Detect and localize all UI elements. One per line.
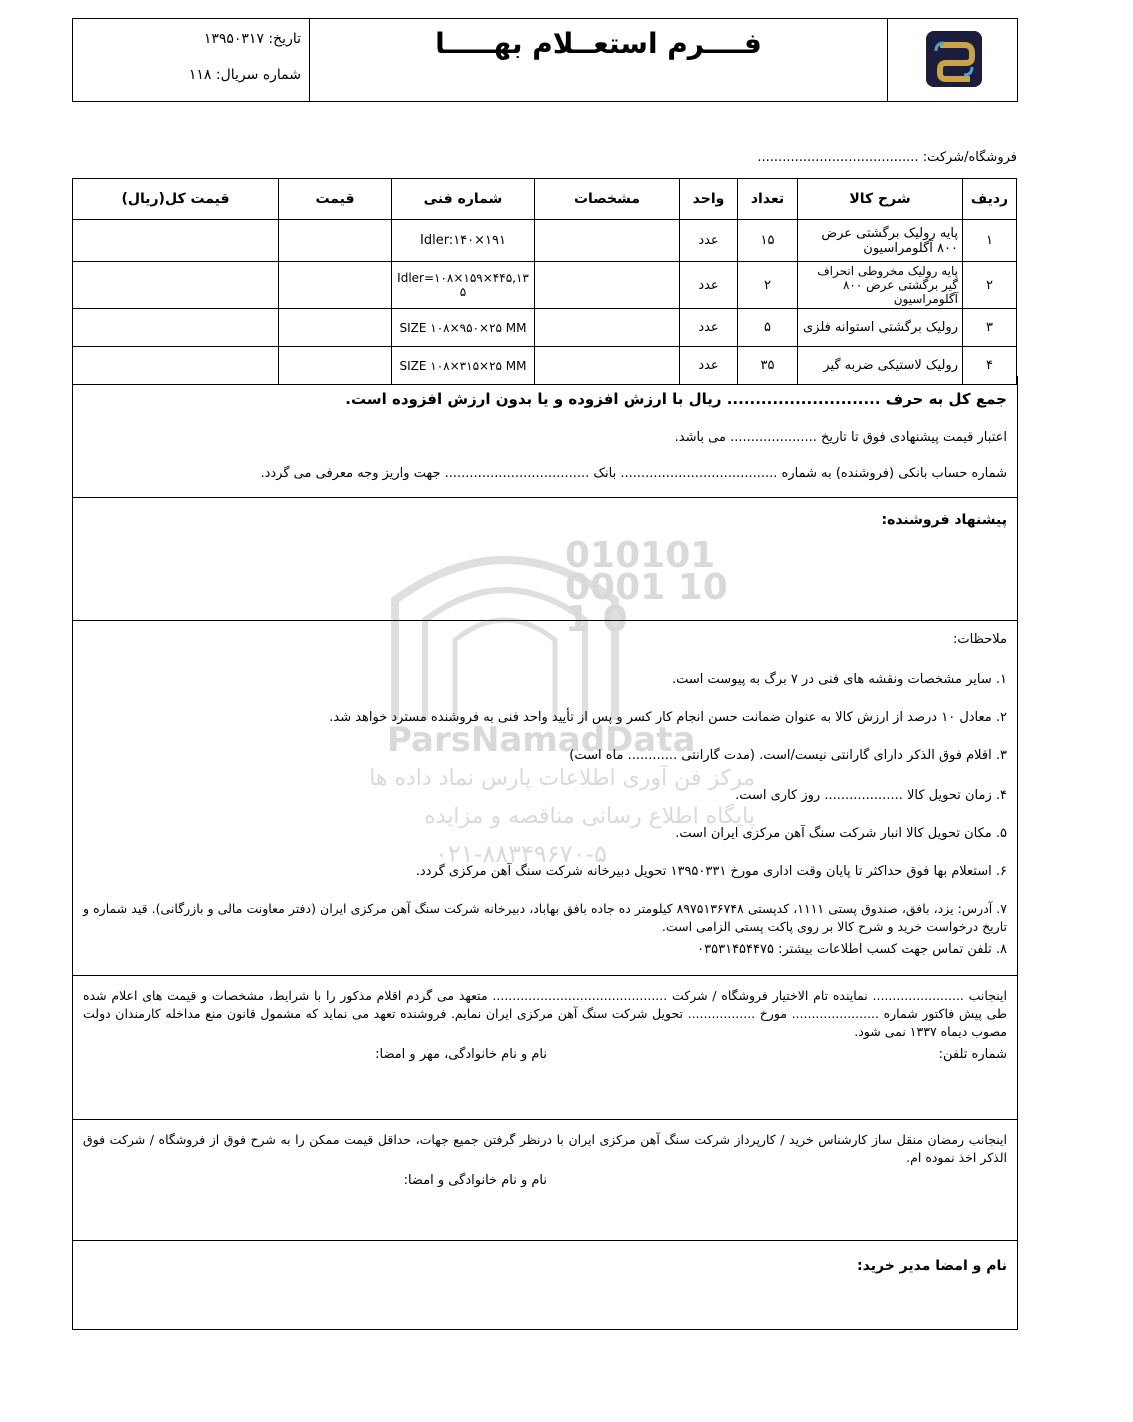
item-tech-no: Idler=۱۰۸×۱۵۹×۴۴۵,۱۳۵ (392, 262, 535, 309)
watermark-line2: پایگاه اطلاع رسانی مناقصه و مزایده (424, 804, 755, 829)
col-header: ردیف (963, 179, 1017, 220)
item-qty: ۲ (738, 262, 798, 309)
item-qty: ۱۵ (738, 220, 798, 262)
serial-label: شماره سریال: ۱۱۸ (188, 67, 301, 83)
item-desc: پایه رولیک مخروطی انحراف گیر برگشتی عرض ۸۰۰ آگلومراسیون (798, 262, 963, 309)
notes-section (72, 620, 1018, 976)
col-header: شرح کالا (798, 179, 963, 220)
seller-signature-label: نام و نام خانوادگی، مهر و امضا: (375, 1047, 547, 1062)
meta-cell (73, 19, 309, 101)
note-item: ۵. مکان تحویل کالا انبار شرکت سنگ آهن مرکزی ایران است. (675, 826, 1007, 841)
watermark-phone: ۰۲۱-۸۸۳۴۹۶۷۰-۵ (435, 840, 608, 868)
watermark-digits: 010101 0001 10 1 0 (565, 535, 728, 640)
row-index: ۲ (963, 262, 1017, 309)
col-header: مشخصات (535, 179, 680, 220)
note-item: ۷. آدرس: یزد، بافق، صندوق پستی ۱۱۱۱، کدپستی ۸۹۷۵۱۳۶۷۴۸ کیلومتر ده جاده بافق بهاباد، دبیرخانه شرکت سنگ آهن مرکزی ایران (دفتر معاونت مالی و بازرگانی). قید شماره و تاریخ درخواست خرید و شرح کالا بر روی پاکت پستی الزامی است. (83, 901, 1007, 934)
date-label: تاریخ: ۱۳۹۵۰۳۱۷ (203, 31, 301, 47)
row-index: ۳ (963, 309, 1017, 347)
item-tech-no: SIZE ۱۰۸×۹۵۰×۲۵ MM (392, 309, 535, 347)
note-item: ۱. سایر مشخصات ونقشه های فنی در ۷ برگ به پیوست است. (671, 672, 1007, 687)
item-unit: عدد (680, 262, 738, 309)
table-row (73, 220, 1017, 262)
note-item: ۶. استعلام بها فوق حداکثر تا پایان وقت اداری مورخ ۱۳۹۵۰۳۳۱ تحویل دبیرخانه شرکت سنگ آهن مرکزی گردد. (415, 864, 1007, 879)
buyer-signature-label: نام و نام خانوادگی و امضا: (403, 1173, 547, 1188)
col-header: تعداد (738, 179, 798, 220)
table-row (73, 262, 1017, 309)
table-header-row (73, 179, 1017, 220)
row-index: ۴ (963, 347, 1017, 385)
item-price (279, 220, 392, 262)
item-unit: عدد (680, 309, 738, 347)
item-spec (535, 262, 680, 309)
item-total (73, 220, 279, 262)
logo-cell (887, 19, 1017, 101)
sum-in-words: جمع کل به حرف ........................... ریال با ارزش افزوده و یا بدون ارزش افزوده است. (345, 390, 1007, 408)
item-qty: ۳۵ (738, 347, 798, 385)
item-unit: عدد (680, 220, 738, 262)
item-price (279, 262, 392, 309)
items-table (72, 178, 1017, 385)
row-index: ۱ (963, 220, 1017, 262)
col-header: واحد (680, 179, 738, 220)
col-header: قیمت (279, 179, 392, 220)
store-line: فروشگاه/شرکت: ....................................... (757, 150, 1017, 165)
item-spec (535, 220, 680, 262)
form-header (72, 18, 1018, 102)
items-table-wrap (72, 178, 1018, 376)
item-total (73, 262, 279, 309)
validity-line: اعتبار قیمت پیشنهادی فوق تا تاریخ ..................... می باشد. (674, 430, 1007, 445)
watermark-line1: مرکز فن آوری اطلاعات پارس نماد داده ها (369, 766, 755, 791)
totals-section (72, 376, 1018, 498)
manager-section (72, 1240, 1018, 1330)
item-unit: عدد (680, 347, 738, 385)
note-item: ۴. زمان تحویل کالا ................... روز کاری است. (735, 788, 1007, 803)
item-desc: پایه رولیک برگشتی عرض ۸۰۰ آگلومراسیون (798, 220, 963, 262)
phone-label: شماره تلفن: (938, 1047, 1007, 1062)
manager-signature-label: نام و امضا مدیر خرید: (857, 1258, 1007, 1274)
col-header: شماره فنی (392, 179, 535, 220)
table-row (73, 309, 1017, 347)
item-tech-no: SIZE ۱۰۸×۳۱۵×۲۵ MM (392, 347, 535, 385)
buyer-text: اینجانب رمضان منقل ساز کارشناس خرید / کارپرداز شرکت سنگ آهن مرکزی ایران با درنظر گرفتن جمیع جهات، حداقل قیمت ممکن را به شرح فوق از فروشگاه / شرکت فوق الذکر اخذ نموده ام. (83, 1132, 1007, 1165)
form-title: فــــرم استعــلام بهـــــا (435, 27, 762, 60)
item-desc: رولیک برگشتی استوانه فلزی (798, 309, 963, 347)
commitment-text: اینجانب ....................... نماینده تام الاختیار فروشگاه / شرکت ............................................ متعهد می گردم اقلام مذکور را با شرایط، مشخصات و قیمت های اعلام شده طی پیش فاکتور شماره ...................... مورخ ................. تحویل شرکت سنگ آهن مرکزی ایران نمایم. فروشنده تعهد می نماید که مشمول قانون منع مداخله کارمندان دولت مصوب دیماه ۱۳۳۷ نمی شود. (83, 988, 1007, 1039)
item-tech-no: Idler:۱۴۰×۱۹۱ (392, 220, 535, 262)
note-item: ۲. معادل ۱۰ درصد از ارزش کالا به عنوان ضمانت حسن انجام کار کسر و پس از تأیید واحد فنی به فروشنده مسترد خواهد شد. (329, 710, 1007, 725)
watermark-brand: ParsNamadData (387, 720, 696, 760)
item-spec (535, 309, 680, 347)
bank-account-line: شماره حساب بانکی (فروشنده) به شماره ...................................... بانک ................................... جهت واریز وجه معرفی می گردد. (260, 466, 1007, 481)
item-total (73, 309, 279, 347)
item-qty: ۵ (738, 309, 798, 347)
item-desc: رولیک لاستیکی ضربه گیر (798, 347, 963, 385)
company-logo (926, 31, 982, 87)
notes-title: ملاحظات: (953, 632, 1007, 647)
seller-offer-section (72, 497, 1018, 621)
note-item: ۸. تلفن تماس جهت کسب اطلاعات بیشتر: ۰۳۵۳۱۴۵۴۴۷۵ (697, 942, 1007, 957)
col-header: قیمت کل(ریال) (73, 179, 279, 220)
buyer-section (72, 1119, 1018, 1241)
note-item: ۳. اقلام فوق الذکر دارای گارانتی نیست/است. (مدت گارانتی ............ ماه است) (569, 748, 1007, 763)
title-cell (309, 19, 887, 101)
commitment-section (72, 975, 1018, 1120)
item-price (279, 309, 392, 347)
seller-offer-title: پیشنهاد فروشنده: (881, 512, 1007, 528)
